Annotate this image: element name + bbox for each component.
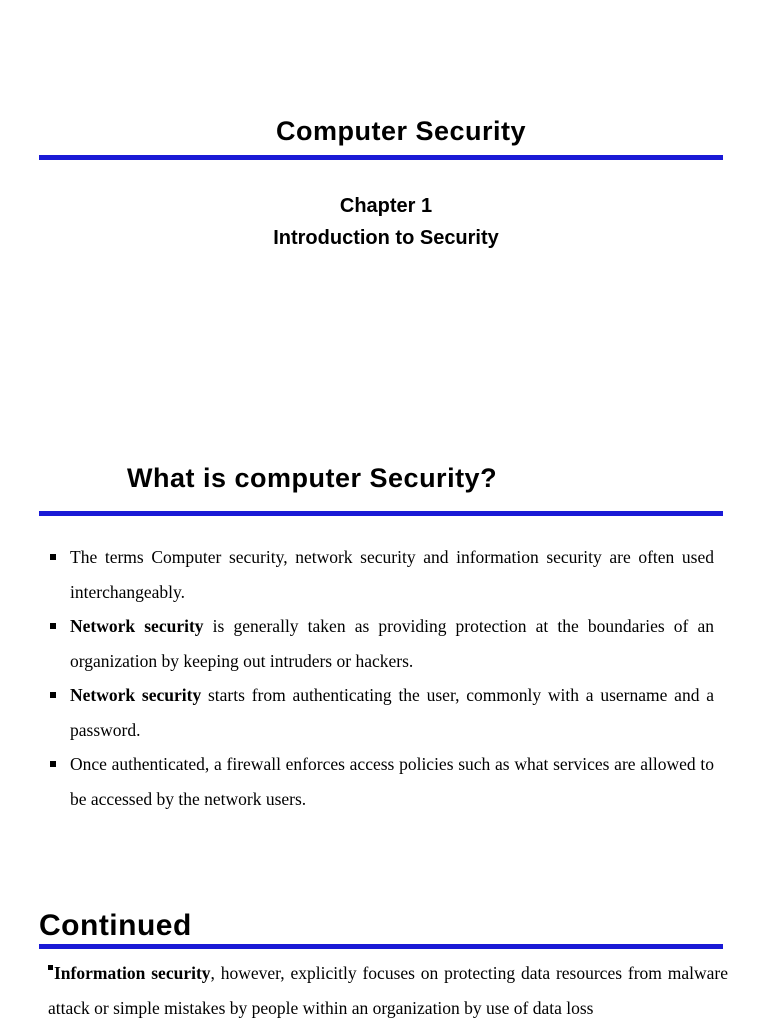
title-divider-rule [39,511,723,516]
slide-title-computer-security: Computer Security [275,116,527,146]
chapter-label: Chapter 1 [339,195,433,217]
square-bullet-icon [50,623,56,629]
bullet-bold-term: Network security [70,685,202,705]
paragraph-text: , however, explicitly focuses on protecting data resources from malware attack or simple mistakes by people within an organization by use of data loss [48,963,728,1018]
title-divider-rule [39,944,723,949]
continued-paragraph [48,956,728,1025]
bullet-text: The terms Computer security, network security and information security are often used interchangeably. [70,547,714,602]
bullet-item [50,609,714,678]
slide-title-continued: Continued [39,909,192,942]
square-bullet-icon [50,692,56,698]
bullet-text: starts from authenticating the user, commonly with a username and a password. [70,685,714,740]
bullet-bold-term: Network security [70,616,204,636]
square-bullet-icon [48,965,53,970]
bullet-text: Once authenticated, a firewall enforces access policies such as what services are allowed to be accessed by the network users. [70,754,714,809]
chapter-subtitle: Introduction to Security [273,227,499,249]
slide-title-what-is: What is computer Security? [127,463,498,493]
square-bullet-icon [50,761,56,767]
bullet-item [50,747,714,816]
bullet-item [50,678,714,747]
bullet-item [50,540,714,609]
paragraph-bold-term: Information security [54,963,211,983]
title-divider-rule [39,155,723,160]
square-bullet-icon [50,554,56,560]
bullet-list [50,540,714,816]
bullet-text: is generally taken as providing protection at the boundaries of an organization by keeping out intruders or hackers. [70,616,715,671]
